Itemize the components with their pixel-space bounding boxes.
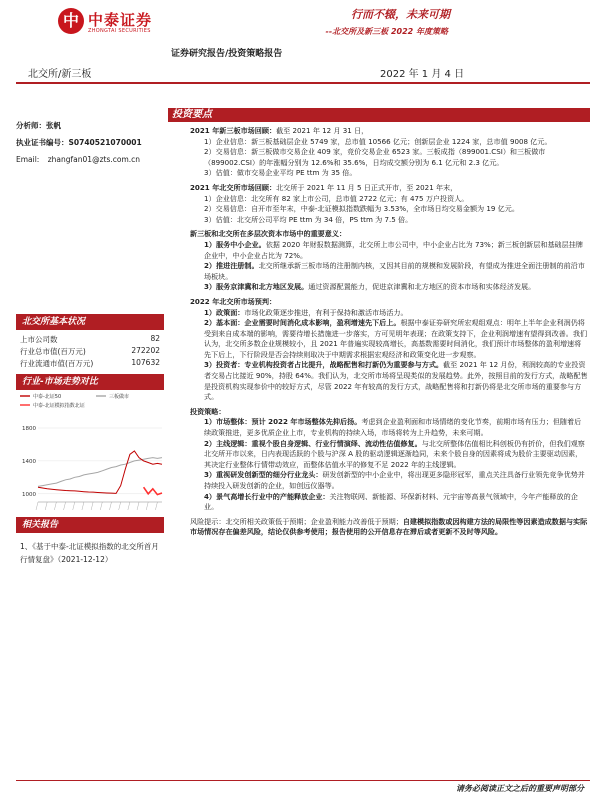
- footer-divider: [16, 780, 590, 781]
- bullet-item: [190, 261, 588, 282]
- report-subtitle: --北交所及新三板 2022 年度策略: [325, 27, 448, 36]
- bullet-item: 3）估值：做市交易企业平均 PE ttm 为 35 倍。: [204, 168, 357, 178]
- related-title: 相关报告: [16, 517, 164, 533]
- x-tick: [128, 502, 130, 510]
- bullet-text: 关注物联网、新能源、环保新材料、元宇宙等高景气领域中，今年产能释放的企业。: [204, 491, 578, 512]
- report-header: [0, 0, 600, 86]
- bullet-heading: 3）投资者：专业机构投资者占比提升，战略配售和打新仍为重要参与方式。: [204, 360, 444, 370]
- x-tick: [100, 502, 102, 510]
- x-tick: [82, 502, 84, 510]
- bullet-heading: 1）服务中小企业。: [204, 239, 266, 249]
- section-significance: [190, 229, 588, 293]
- report-title: 行而不辍，未来可期: [351, 8, 450, 21]
- stat-value: 107632: [131, 358, 160, 367]
- analyst-email-row: [16, 154, 164, 165]
- risk-text: 风险提示：北交所相关政策低于预期；企业盈利能力改善低于预期；: [190, 516, 403, 526]
- bullet-item: 1）企业信息：北交所有 82 家上市公司，总市值 2722 亿元；有 475 万户投资人。: [204, 193, 469, 203]
- bullet-heading: 4）景气高增长行业中的产能释放企业：: [204, 491, 330, 501]
- series-line: [38, 458, 162, 487]
- bullet-text: 市场化政策逐步推进，有利于保持和激活市场活力。: [244, 307, 408, 317]
- x-tick: [64, 502, 66, 510]
- stat-row: [20, 334, 160, 345]
- section-heading: 2022 年北交所市场预判：: [190, 296, 277, 306]
- bullet-heading: 1）市场整体：预计 2022 年市场整体先抑后扬。: [204, 417, 362, 427]
- section-heading: 投资策略：: [190, 406, 226, 416]
- y-tick-label: 1400: [22, 458, 36, 465]
- x-tick: [91, 502, 93, 510]
- logo-cn-text: 中泰证券: [88, 11, 153, 29]
- bullet-text: 考虑到企业盈利面和市场情绪的变化节奏，前期市场有压力；但随着后续政策推进，更多优质企业上市，专业机构的持续入场，市场将转为上升趋势，未来可期。: [204, 417, 582, 438]
- stat-value: 272202: [131, 346, 160, 355]
- x-tick: [146, 502, 148, 510]
- x-tick: [73, 502, 75, 510]
- email-label: Email:: [16, 155, 40, 164]
- x-tick: [45, 502, 47, 510]
- y-tick-label: 1000: [22, 491, 36, 498]
- x-tick: [109, 502, 111, 510]
- bullet-heading: 2）基本面：企业需要时间消化成本影响，盈利增速先下后上。: [204, 318, 401, 328]
- x-tick: [119, 502, 121, 510]
- bullet-text: 根据中泰证券研究所宏观组观点：明年上半年企业利润仍将受到来自成本端的影响，需要待增长措施进一步落实，方可见明年表现；在政策支持下，企业利润增速有望得到改善。我们认为，北交所多数企业规模较小，且 2021 年普遍实现较高增长，高基数需要时间消化，我们预计市场整体的盈利增速将先下后上，下行阶段是否会持续则取决于中期需求根据宏观经济和政策变化进一步观察。: [204, 318, 588, 359]
- section-heading: 2021 年北交所市场回顾：: [190, 182, 277, 192]
- bullet-item: [190, 318, 588, 360]
- bullet-text: 截至 2021 年 12 月份，利润较高的专业投资者交易占比接近 90%，持股 64%。我们认为，北交所市场将呈现类似的发展趋势。此外，按照目前的发行方式，战略配售是投资机构实现参价中的较好方式，尽管 2022 年有较高的发行方式，战略配售将和打新仍将是北交所市场的重要参与方式。: [204, 360, 588, 402]
- bullet-heading: 3）服务京津冀和北方地区发展。: [204, 282, 309, 292]
- footer-disclaimer: 请务必阅读正文之后的重要声明部分: [456, 784, 584, 793]
- bullet-text: 北交所继承新三板市场的注册制内核，又因其目前的规模和发展阶段，有望成为推进全面注册制的前沿市场板块。: [204, 261, 585, 281]
- bullet-item: [190, 282, 588, 293]
- company-logo: [58, 8, 178, 36]
- bullet-item: 3）估值：北交所公司平均 PE ttm 为 34 倍，PS ttm 为 7.5 倍。: [204, 214, 413, 224]
- stat-label: 行业流通市值(百万元): [20, 359, 94, 368]
- bullet-item: [190, 439, 588, 471]
- related-report-item[interactable]: 1、《基于中泰-北证模拟指数的北交所首月行情复盘》（2021-12-12）: [20, 542, 159, 564]
- bullet-item: [190, 470, 588, 491]
- risk-bold-text: 自建模拟指数或因构建方法的局限性等因素造成数据与实际市场情况存在偏差风险，结论仅供参考使用；报告使用的公开信息存在滞后或者更新不及时等风险。: [190, 516, 588, 537]
- legend-label: 中泰-北证模拟指数北证: [33, 403, 85, 409]
- x-tick: [54, 502, 56, 510]
- trend-title: 行业-市场走势对比: [16, 374, 164, 390]
- y-tick-label: 1800: [22, 426, 36, 432]
- x-tick: [137, 502, 139, 510]
- bullet-item: 1）企业信息：新三板基础层企业 5749 家，总市值 10566 亿元；创新层企业 1224 家，总市值 9008 亿元。: [204, 136, 552, 146]
- x-tick: [155, 502, 157, 510]
- bullet-heading: 1）政策面：: [204, 307, 245, 317]
- stat-label: 上市公司数: [20, 335, 58, 344]
- analyst-name: 分析师：张帆: [16, 121, 61, 130]
- chart-legend: [20, 393, 129, 409]
- stat-value: 82: [150, 334, 160, 343]
- bullet-item: [190, 240, 588, 261]
- series-line: [144, 487, 162, 494]
- analyst-cert: 执业证书编号：S0740521070001: [16, 138, 142, 147]
- bullet-item: [190, 308, 588, 319]
- risk-warning: [190, 517, 588, 538]
- bullet-item: 2）交易信息：自开市至年末，中泰-北证模拟指数跌幅为 3.53%，全市场日均交易金额为 19 亿元。: [204, 204, 519, 214]
- logo-mark-icon: 中: [58, 8, 84, 34]
- chart-series: [38, 451, 162, 495]
- section-heading: 新三板和北交所在多层次资本市场中的重要意义：: [190, 229, 347, 239]
- analyst-info: [16, 120, 164, 165]
- bullet-item: 2）交易信息：新三板做市交易企业 409 家，竞价交易企业 6523 家。三板成指（899001.CSI）和三板做市（899002.CSI）的年涨幅分别为 12.6%和 35.6%，日均成交额分别为 6.1 亿元和 2.3 亿元。: [204, 147, 546, 167]
- bullet-text: 通过资源配置能力，促进京津冀和北方地区的资本市场和实体经济发展。: [308, 282, 536, 292]
- bullet-heading: 2）主线逻辑：重视个股自身逻辑、行业行情演绎、流动性估值修复。: [204, 438, 422, 448]
- section-2021-bse: [190, 183, 588, 225]
- bullet-heading: 3）重视研发创新型的细分行业龙头：: [204, 470, 323, 480]
- bullet-heading: 2）推进注册制。: [204, 261, 259, 271]
- market-status-title: 北交所基本状况: [16, 314, 164, 330]
- stat-label: 行业总市值(百万元): [20, 347, 86, 356]
- series-line: [38, 451, 162, 493]
- market-label: 北交所/新三板: [28, 69, 92, 80]
- legend-label: 中泰-北证50: [33, 394, 62, 400]
- key-points-title: 投资要点: [172, 109, 212, 120]
- header-divider: [16, 82, 590, 84]
- chart-axes: [22, 426, 162, 510]
- logo-en-text: ZHONGTAI SECURITIES: [88, 28, 151, 34]
- report-type: 证券研究报告/投资策略报告: [171, 49, 283, 59]
- x-tick: [36, 502, 38, 510]
- legend-label: 三板做市: [109, 394, 130, 400]
- stat-row: [20, 346, 160, 357]
- key-points-bar: [168, 108, 590, 122]
- bullet-item: [190, 417, 588, 438]
- bullet-item: [190, 492, 588, 513]
- section-2022-forecast: [190, 297, 588, 403]
- stat-row: [20, 358, 160, 369]
- section-heading: 2021 年新三板市场回顾：: [190, 126, 277, 135]
- bullet-text: 研发创新型的中小企业中，将出现更多隐形冠军，重点关注具备行业领先竞争优势并持续投入研发创新的企业，如创远仪器等。: [204, 470, 585, 490]
- bullet-text: 与北交所整体估值相比科创板仍有折价，但我们观察北交所开市以来，日内表现活跃的个股与沪深 A 股的驱动逻辑逐渐趋同，未来个股自身的因素将成为股价主要驱动因素，其决定行业整体行情带动效应，而整体估值水平的修复不足 2022 年的主线逻辑。: [204, 438, 585, 469]
- bullet-text: 依据 2020 年财报数据测算，北交所上市公司中，中小企业占比为 73%；新三板创新层和基础层挂牌企业中，中小企业占比为 72%。: [204, 239, 583, 260]
- section-2021-neeq: [190, 126, 588, 179]
- trend-chart: [16, 390, 166, 514]
- analyst-email[interactable]: zhangfan01@zts.com.cn: [47, 155, 141, 164]
- bullet-item: [190, 360, 588, 402]
- section-lead: 北交所于 2021 年 11 月 5 日正式开市，至 2021 年末，: [276, 182, 458, 192]
- section-lead: 截至 2021 年 12 月 31 日，: [276, 126, 369, 135]
- section-strategy: [190, 407, 588, 513]
- report-date: 2022 年 1 月 4 日: [380, 69, 465, 80]
- key-points-body: [190, 126, 588, 542]
